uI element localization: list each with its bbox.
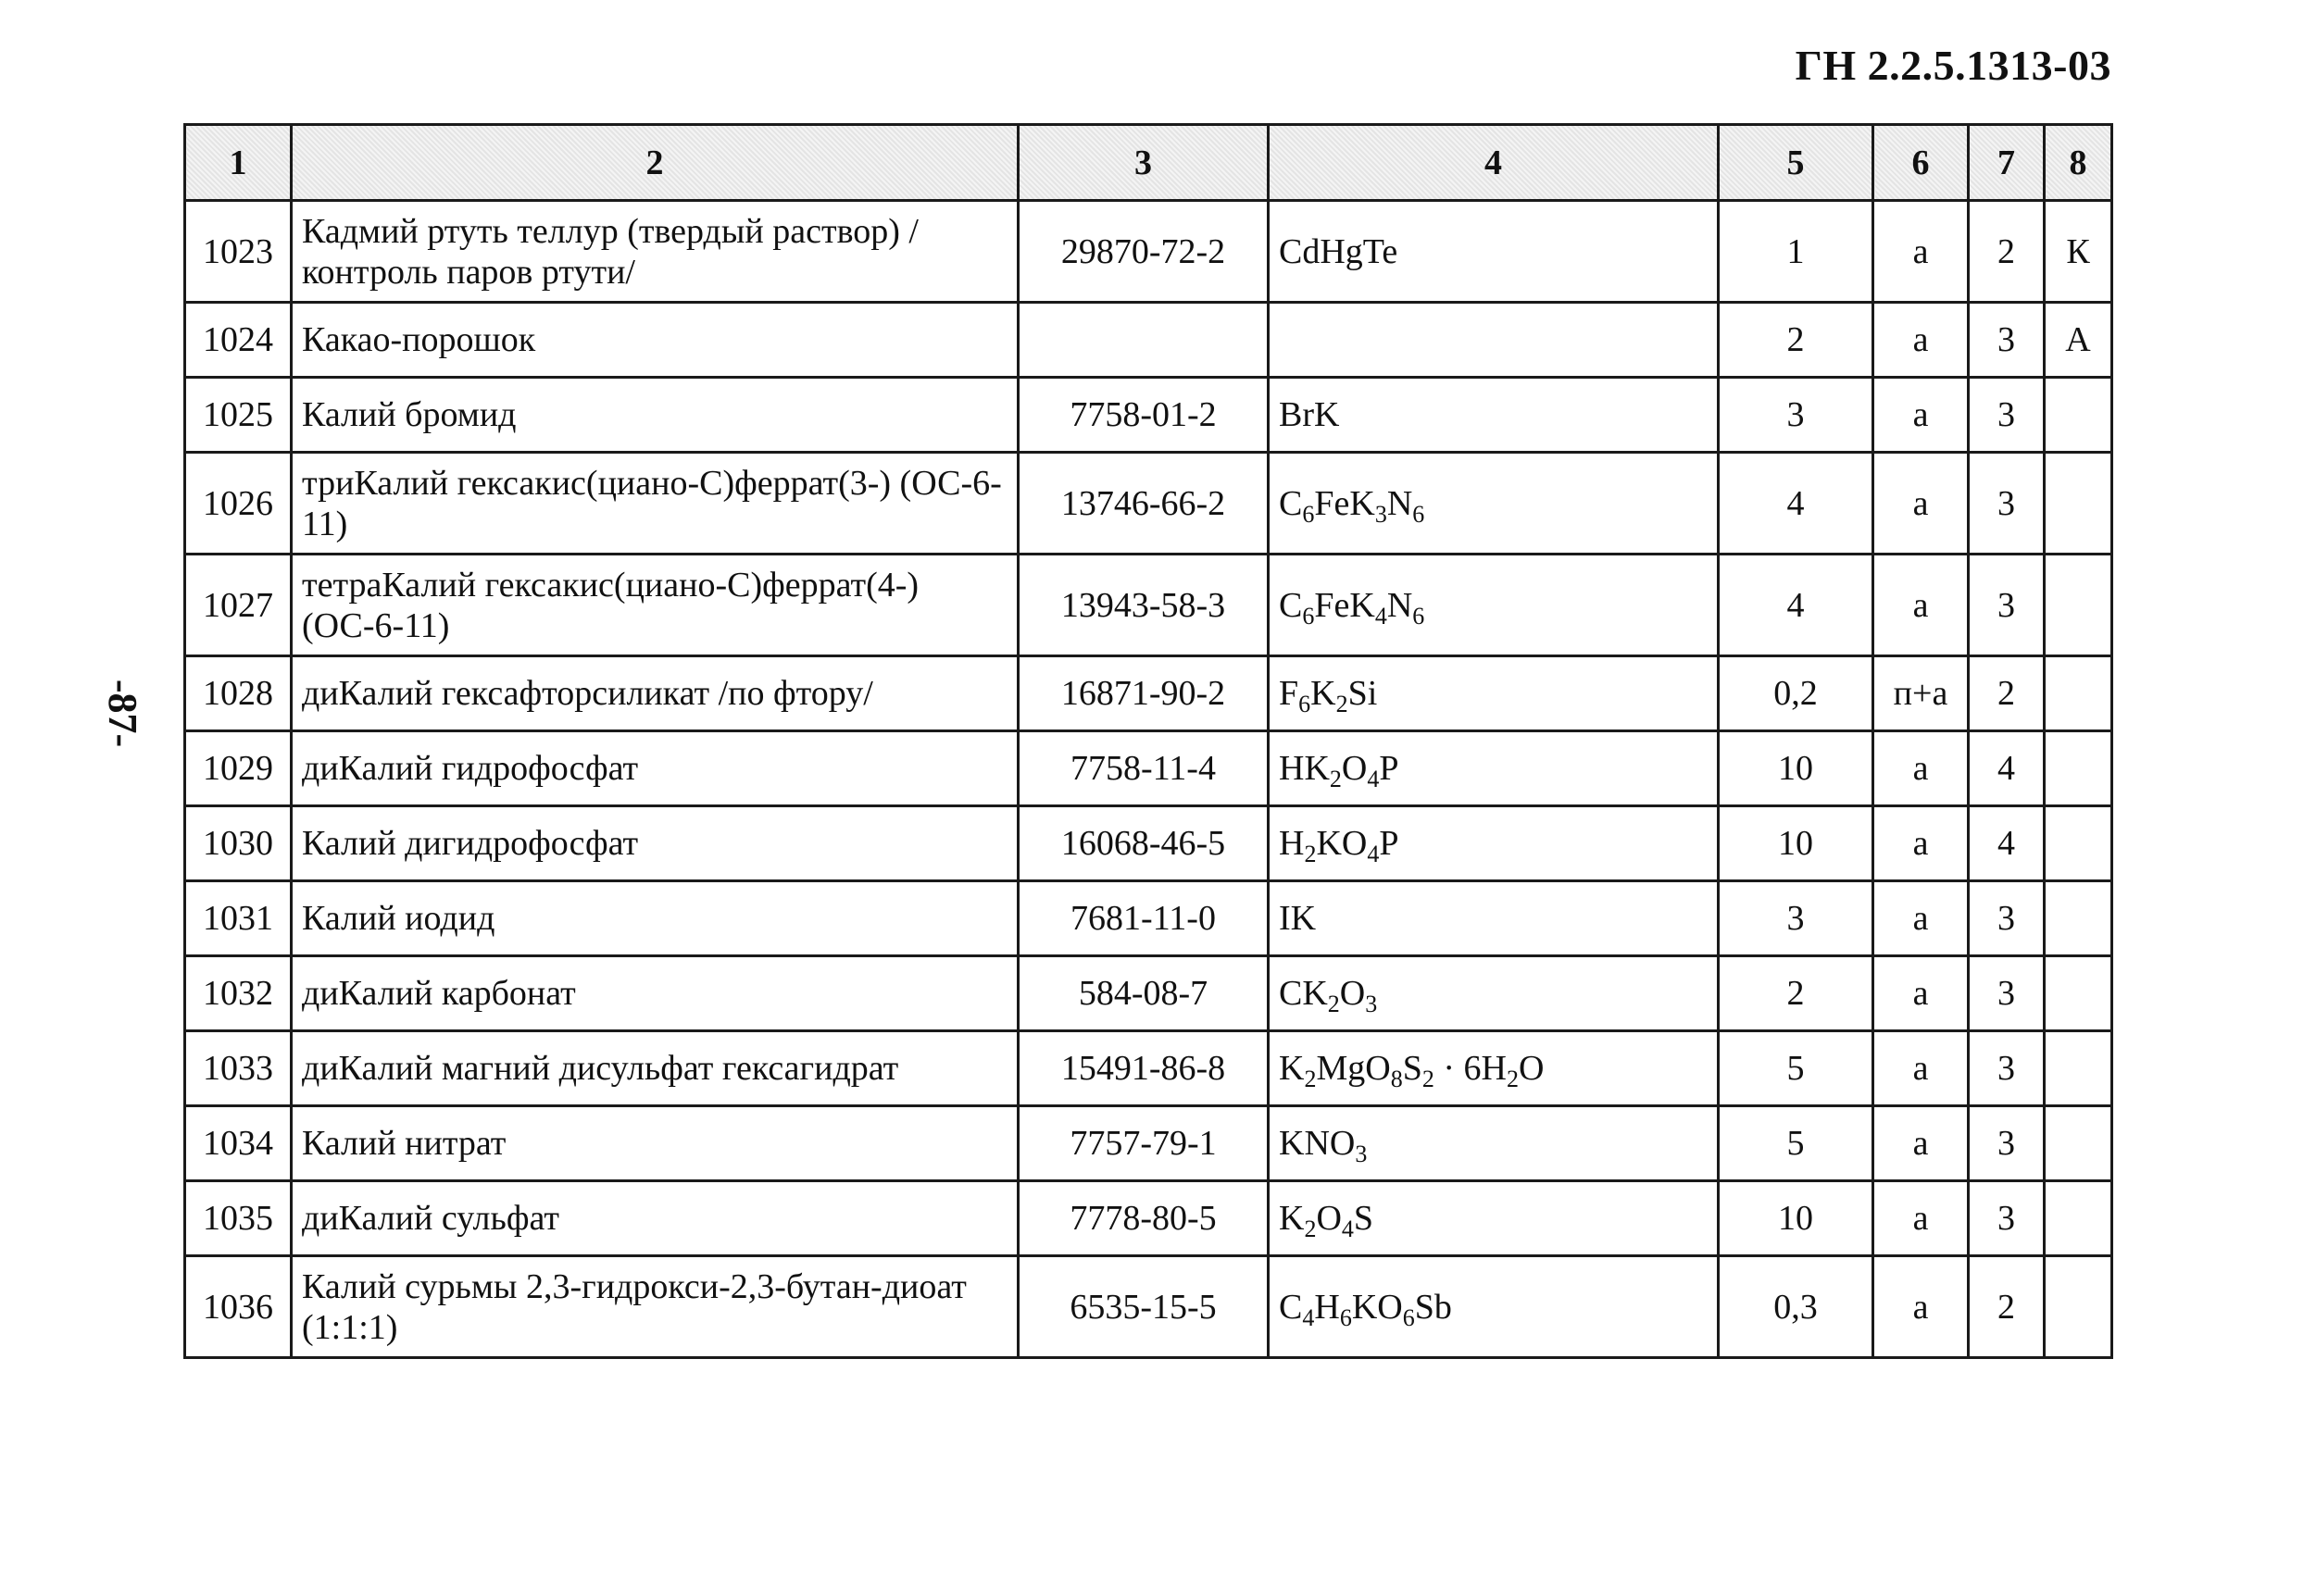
substance-name-cell: Калий иодид	[292, 881, 1019, 956]
note-cell	[2045, 731, 2112, 806]
cas-number-cell: 16068-46-5	[1019, 806, 1269, 881]
row-number-cell: 1023	[185, 201, 292, 303]
formula-cell	[1269, 453, 1719, 555]
value-cell: 2	[1719, 956, 1873, 1031]
row-number-cell: 1024	[185, 303, 292, 378]
substance-name-cell: Калий сурьмы 2,3-гидрокси-2,3-бутан-диоат (1:1:1)	[292, 1256, 1019, 1358]
formula-text: $C_6FeK_3N_6$	[1279, 483, 1425, 528]
value-cell: 1	[1719, 201, 1873, 303]
cas-number-cell: 584-08-7	[1019, 956, 1269, 1031]
state-cell: а	[1873, 1031, 1969, 1106]
class-cell: 4	[1969, 806, 2045, 881]
row-number-cell: 1030	[185, 806, 292, 881]
note-cell	[2045, 1181, 2112, 1256]
formula-text: $F_6K_2Si$	[1279, 674, 1378, 717]
class-cell: 4	[1969, 731, 2045, 806]
state-cell: а	[1873, 378, 1969, 453]
formula-text: $CK_2O_3$	[1279, 974, 1378, 1017]
note-cell: А	[2045, 303, 2112, 378]
row-number-cell: 1029	[185, 731, 292, 806]
state-cell: а	[1873, 1106, 1969, 1181]
class-cell: 2	[1969, 201, 2045, 303]
state-cell: а	[1873, 303, 1969, 378]
formula-text: $H_2KO_4P$	[1279, 824, 1399, 867]
state-cell: а	[1873, 881, 1969, 956]
formula-cell	[1269, 1256, 1719, 1358]
cas-number-cell: 6535-15-5	[1019, 1256, 1269, 1358]
value-cell: 3	[1719, 378, 1873, 453]
table-row	[185, 1256, 2112, 1358]
column-header: 5	[1719, 125, 1873, 201]
substance-name-cell: диКалий гидрофосфат	[292, 731, 1019, 806]
note-cell	[2045, 555, 2112, 656]
state-cell: а	[1873, 1181, 1969, 1256]
column-header: 1	[185, 125, 292, 201]
cas-number-cell: 7778-80-5	[1019, 1181, 1269, 1256]
state-cell: а	[1873, 731, 1969, 806]
class-cell: 3	[1969, 1106, 2045, 1181]
note-cell	[2045, 881, 2112, 956]
formula-cell	[1269, 881, 1719, 956]
substance-name-cell: Калий дигидрофосфат	[292, 806, 1019, 881]
row-number-cell: 1031	[185, 881, 292, 956]
class-cell: 3	[1969, 1181, 2045, 1256]
cas-number-cell: 29870-72-2	[1019, 201, 1269, 303]
formula-cell	[1269, 201, 1719, 303]
formula-text: $K_2MgO_8S_2 \cdot 6H_2O$	[1279, 1049, 1545, 1092]
substance-name-cell: Калий нитрат	[292, 1106, 1019, 1181]
row-number-cell: 1035	[185, 1181, 292, 1256]
cas-number-cell	[1019, 303, 1269, 378]
note-cell	[2045, 806, 2112, 881]
table-row	[185, 201, 2112, 303]
substance-name-cell: диКалий гексафторсиликат /по фтору/	[292, 656, 1019, 731]
class-cell: 3	[1969, 453, 2045, 555]
state-cell: а	[1873, 201, 1969, 303]
substance-name-cell: диКалий сульфат	[292, 1181, 1019, 1256]
table-row	[185, 378, 2112, 453]
cas-number-cell: 7758-11-4	[1019, 731, 1269, 806]
column-header: 8	[2045, 125, 2112, 201]
row-number-cell: 1026	[185, 453, 292, 555]
value-cell: 4	[1719, 453, 1873, 555]
cas-number-cell: 15491-86-8	[1019, 1031, 1269, 1106]
class-cell: 3	[1969, 555, 2045, 656]
substances-table	[183, 123, 2113, 1359]
substance-name-cell: диКалий магний дисульфат гексагидрат	[292, 1031, 1019, 1106]
table-row	[185, 731, 2112, 806]
cas-number-cell: 7681-11-0	[1019, 881, 1269, 956]
formula-text: $KNO_3$	[1279, 1124, 1368, 1167]
class-cell: 3	[1969, 303, 2045, 378]
row-number-cell: 1033	[185, 1031, 292, 1106]
substance-name-cell: Калий бромид	[292, 378, 1019, 453]
note-cell	[2045, 1031, 2112, 1106]
note-cell	[2045, 1106, 2112, 1181]
table-row	[185, 555, 2112, 656]
state-cell: а	[1873, 956, 1969, 1031]
value-cell: 0,3	[1719, 1256, 1873, 1358]
row-number-cell: 1036	[185, 1256, 292, 1358]
cas-number-cell: 13746-66-2	[1019, 453, 1269, 555]
substance-name-cell: диКалий карбонат	[292, 956, 1019, 1031]
formula-cell	[1269, 1181, 1719, 1256]
substance-name-cell: триКалий гексакис(циано-С)феррат(3-) (ОС-6-11)	[292, 453, 1019, 555]
state-cell: а	[1873, 555, 1969, 656]
formula-text: $C_4H_6KO_6Sb$	[1279, 1287, 1452, 1331]
class-cell: 3	[1969, 378, 2045, 453]
value-cell: 5	[1719, 1106, 1873, 1181]
row-number-cell: 1027	[185, 555, 292, 656]
column-header: 6	[1873, 125, 1969, 201]
table-row	[185, 453, 2112, 555]
formula-text: $HK_2O_4P$	[1279, 749, 1399, 792]
state-cell: а	[1873, 806, 1969, 881]
state-cell: а	[1873, 1256, 1969, 1358]
column-header: 3	[1019, 125, 1269, 201]
cas-number-cell: 16871-90-2	[1019, 656, 1269, 731]
cas-number-cell: 7757-79-1	[1019, 1106, 1269, 1181]
formula-text: BrK	[1279, 395, 1340, 434]
formula-cell	[1269, 656, 1719, 731]
column-header: 7	[1969, 125, 2045, 201]
row-number-cell: 1025	[185, 378, 292, 453]
value-cell: 3	[1719, 881, 1873, 956]
column-header: 2	[292, 125, 1019, 201]
note-cell	[2045, 453, 2112, 555]
row-number-cell: 1028	[185, 656, 292, 731]
formula-cell	[1269, 303, 1719, 378]
table-row	[185, 1181, 2112, 1256]
column-header: 4	[1269, 125, 1719, 201]
formula-cell	[1269, 1106, 1719, 1181]
formula-text: CdHgTe	[1279, 231, 1398, 271]
substance-name-cell: тетраКалий гексакис(циано-С)феррат(4-) (ОС-6-11)	[292, 555, 1019, 656]
class-cell: 2	[1969, 656, 2045, 731]
value-cell: 10	[1719, 806, 1873, 881]
cas-number-cell: 13943-58-3	[1019, 555, 1269, 656]
value-cell: 2	[1719, 303, 1873, 378]
value-cell: 10	[1719, 731, 1873, 806]
class-cell: 3	[1969, 956, 2045, 1031]
table-row	[185, 656, 2112, 731]
formula-text: $K_2O_4S$	[1279, 1199, 1374, 1242]
formula-text: IK	[1279, 899, 1317, 938]
table-row	[185, 1106, 2112, 1181]
class-cell: 3	[1969, 881, 2045, 956]
note-cell	[2045, 956, 2112, 1031]
table-row	[185, 303, 2112, 378]
class-cell: 2	[1969, 1256, 2045, 1358]
value-cell: 0,2	[1719, 656, 1873, 731]
note-cell	[2045, 656, 2112, 731]
formula-cell	[1269, 956, 1719, 1031]
table-row	[185, 1031, 2112, 1106]
document-code: ГН 2.2.5.1313-03	[1795, 42, 2111, 89]
substance-name-cell: Какао-порошок	[292, 303, 1019, 378]
header-row	[185, 125, 2112, 201]
cas-number-cell: 7758-01-2	[1019, 378, 1269, 453]
formula-cell	[1269, 731, 1719, 806]
formula-cell	[1269, 378, 1719, 453]
row-number-cell: 1034	[185, 1106, 292, 1181]
page-number: -87-	[100, 679, 146, 748]
formula-cell	[1269, 1031, 1719, 1106]
formula-text: $C_6FeK_4N_6$	[1279, 585, 1425, 630]
value-cell: 5	[1719, 1031, 1873, 1106]
table-row	[185, 956, 2112, 1031]
table-row	[185, 881, 2112, 956]
value-cell: 10	[1719, 1181, 1873, 1256]
row-number-cell: 1032	[185, 956, 292, 1031]
formula-cell	[1269, 806, 1719, 881]
formula-cell	[1269, 555, 1719, 656]
note-cell	[2045, 378, 2112, 453]
state-cell: а	[1873, 453, 1969, 555]
state-cell: п+а	[1873, 656, 1969, 731]
substance-name-cell: Кадмий ртуть теллур (твердый раствор) /контроль паров ртути/	[292, 201, 1019, 303]
note-cell	[2045, 1256, 2112, 1358]
value-cell: 4	[1719, 555, 1873, 656]
class-cell: 3	[1969, 1031, 2045, 1106]
note-cell: К	[2045, 201, 2112, 303]
table-row	[185, 806, 2112, 881]
